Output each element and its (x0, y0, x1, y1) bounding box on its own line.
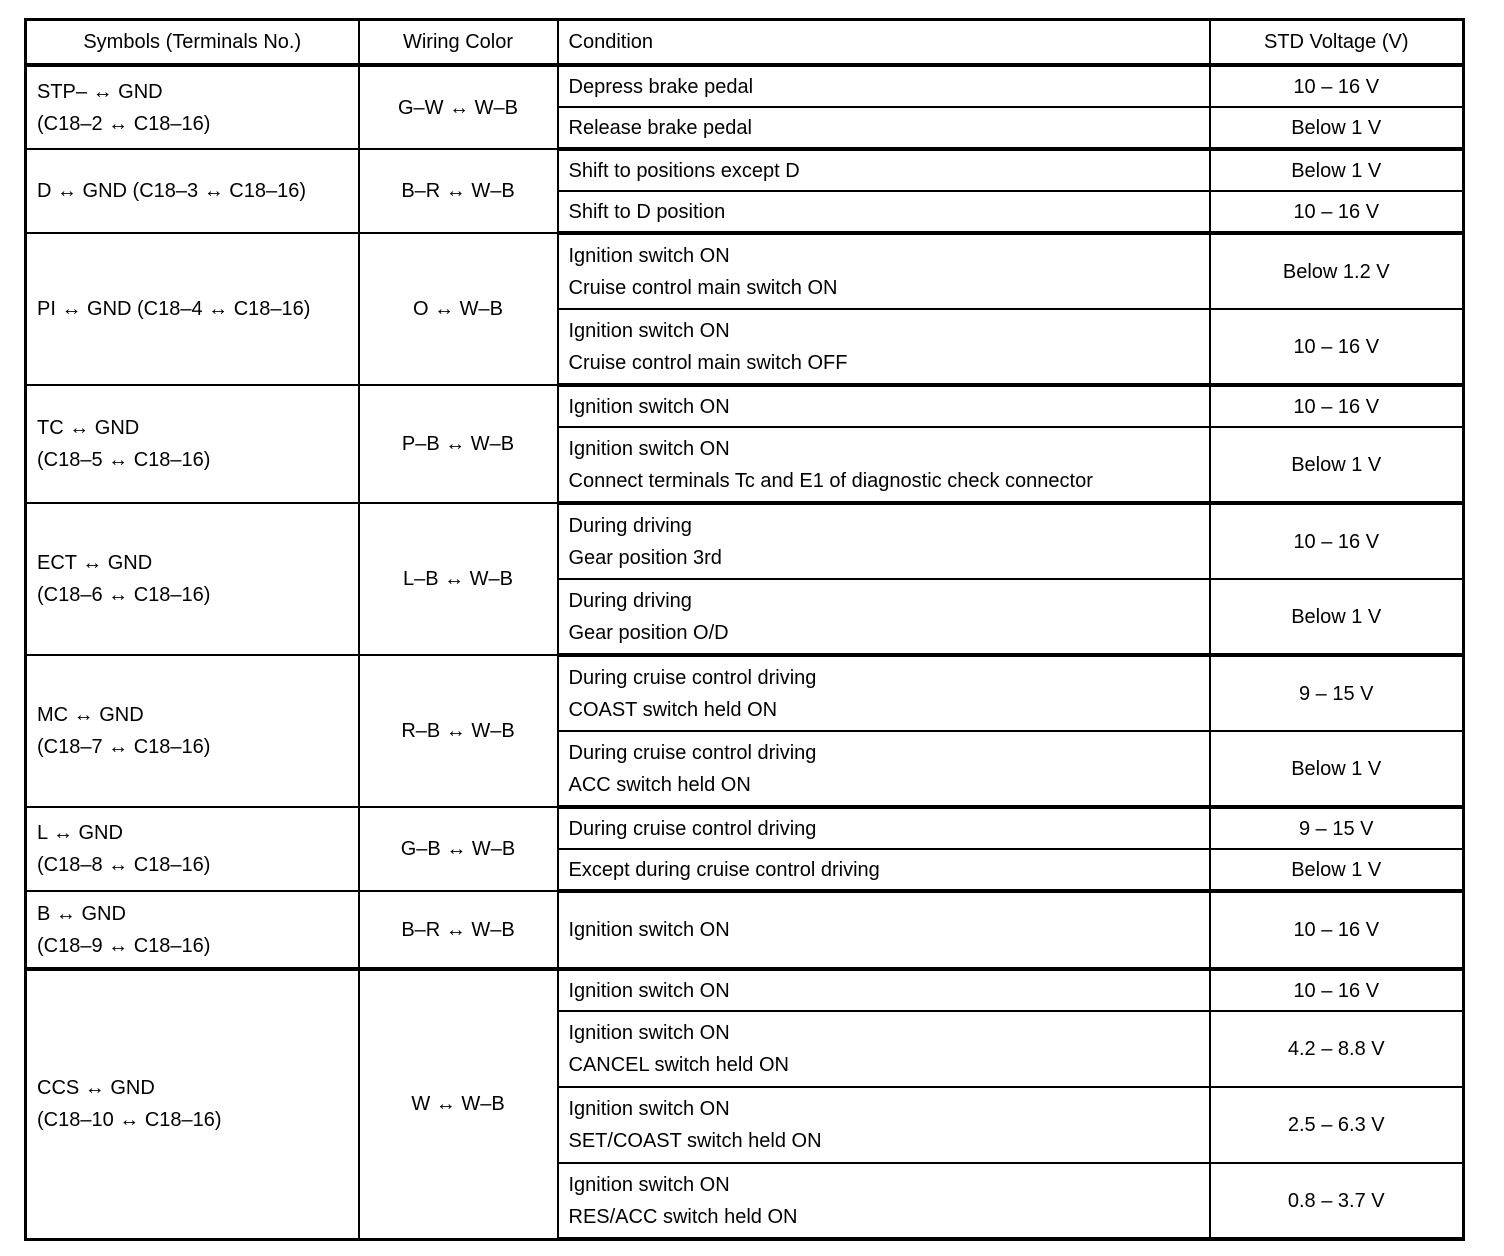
table-row (26, 233, 1464, 309)
terminal-symbol-text: (C18–8 ↔ C18–16) (37, 854, 211, 876)
condition-cell (558, 427, 1210, 503)
condition-text: Release brake pedal (568, 116, 752, 139)
std-voltage-cell: 10 – 16 V (1210, 385, 1464, 427)
terminal-symbol-text: (C18–6 ↔ C18–16) (37, 584, 211, 606)
condition-text: Connect terminals Tc and E1 of diagnostic check connector (568, 469, 1093, 492)
wiring-color-cell: B–R ↔ W–B (359, 891, 558, 969)
std-voltage-cell: 10 – 16 V (1210, 891, 1464, 969)
condition-cell (558, 233, 1210, 309)
terminal-symbol-text: TC ↔ GND (37, 417, 140, 439)
terminal-symbol-text: ECT ↔ GND (37, 552, 153, 574)
condition-text: Except during cruise control driving (568, 858, 880, 881)
wiring-color-cell: G–B ↔ W–B (359, 807, 558, 891)
terminal-symbol-cell (26, 807, 359, 891)
terminal-symbol-cell (26, 385, 359, 503)
condition-text: Gear position 3rd (568, 546, 722, 569)
condition-text: RES/ACC switch held ON (568, 1205, 798, 1228)
condition-text: Ignition switch ON (568, 244, 730, 267)
header-symbols: Symbols (Terminals No.) (26, 20, 359, 66)
terminal-symbol-text: PI ↔ GND (C18–4 ↔ C18–16) (37, 298, 311, 320)
std-voltage-cell: 10 – 16 V (1210, 309, 1464, 385)
condition-text: ACC switch held ON (568, 773, 751, 796)
std-voltage-cell: Below 1.2 V (1210, 233, 1464, 309)
header-condition: Condition (558, 20, 1210, 66)
condition-text: Ignition switch ON (568, 1022, 730, 1044)
terminal-symbol-text: (C18–7 ↔ C18–16) (37, 736, 211, 758)
std-voltage-cell: Below 1 V (1210, 579, 1464, 655)
wiring-color-cell: G–W ↔ W–B (359, 65, 558, 149)
std-voltage-cell: 9 – 15 V (1210, 655, 1464, 731)
terminal-symbol-text: (C18–10 ↔ C18–16) (37, 1109, 222, 1132)
condition-cell (558, 849, 1210, 891)
wiring-color-cell: O ↔ W–B (359, 233, 558, 385)
condition-cell (558, 503, 1210, 579)
std-voltage-cell: Below 1 V (1210, 107, 1464, 149)
terminal-symbol-text: L ↔ GND (37, 822, 123, 844)
header-wiring-color: Wiring Color (359, 20, 558, 66)
wiring-color-cell: R–B ↔ W–B (359, 655, 558, 807)
condition-cell (558, 969, 1210, 1011)
table-row (26, 149, 1464, 191)
header-row (26, 20, 1464, 66)
condition-text: Ignition switch ON (568, 979, 730, 1002)
condition-text: SET/COAST switch held ON (568, 1130, 822, 1152)
condition-cell (558, 1087, 1210, 1163)
condition-text: Shift to D position (568, 200, 726, 223)
terminal-symbol-text: CCS ↔ GND (37, 1077, 155, 1100)
table-row (26, 891, 1464, 969)
condition-cell (558, 1011, 1210, 1087)
condition-text: COAST switch held ON (568, 698, 778, 721)
condition-text: During cruise control driving (568, 741, 817, 764)
condition-text: Cruise control main switch OFF (568, 351, 848, 374)
condition-cell (558, 65, 1210, 107)
table-row (26, 65, 1464, 107)
std-voltage-cell: 10 – 16 V (1210, 969, 1464, 1011)
terminal-symbol-text: (C18–2 ↔ C18–16) (37, 112, 211, 135)
std-voltage-cell: 2.5 – 6.3 V (1210, 1087, 1464, 1163)
condition-text: Depress brake pedal (568, 75, 754, 98)
table-row (26, 969, 1464, 1011)
wiring-color-cell: P–B ↔ W–B (359, 385, 558, 503)
terminal-symbol-text: MC ↔ GND (37, 704, 144, 726)
condition-text: Ignition switch ON (568, 437, 730, 460)
condition-text: Ignition switch ON (568, 319, 730, 342)
condition-cell (558, 149, 1210, 191)
terminal-symbol-cell (26, 503, 359, 655)
condition-cell (558, 655, 1210, 731)
terminal-voltage-table (24, 18, 1465, 1241)
table-row (26, 655, 1464, 731)
terminal-symbol-cell (26, 891, 359, 969)
condition-cell (558, 107, 1210, 149)
std-voltage-cell: 0.8 – 3.7 V (1210, 1163, 1464, 1239)
std-voltage-cell: Below 1 V (1210, 149, 1464, 191)
terminal-symbol-text: (C18–5 ↔ C18–16) (37, 449, 211, 471)
terminal-symbol-cell (26, 149, 359, 233)
terminal-symbol-text: B ↔ GND (37, 902, 126, 925)
terminal-symbol-text: D ↔ GND (C18–3 ↔ C18–16) (37, 180, 306, 202)
terminal-symbol-cell (26, 655, 359, 807)
std-voltage-cell: 4.2 – 8.8 V (1210, 1011, 1464, 1087)
condition-text: Cruise control main switch ON (568, 276, 838, 299)
condition-text: During driving (568, 589, 692, 612)
condition-cell (558, 579, 1210, 655)
condition-text: During cruise control driving (568, 666, 817, 689)
condition-text: CANCEL switch held ON (568, 1054, 789, 1076)
table-body (26, 65, 1464, 1239)
condition-text: During cruise control driving (568, 817, 817, 840)
wiring-color-cell: W ↔ W–B (359, 969, 558, 1239)
wiring-color-cell: B–R ↔ W–B (359, 149, 558, 233)
condition-text: During driving (568, 514, 692, 537)
condition-cell (558, 891, 1210, 969)
condition-text: Ignition switch ON (568, 1173, 730, 1196)
table-row (26, 807, 1464, 849)
condition-cell (558, 807, 1210, 849)
std-voltage-cell: Below 1 V (1210, 849, 1464, 891)
condition-cell (558, 1163, 1210, 1239)
condition-cell (558, 385, 1210, 427)
terminal-symbol-text: STP– ↔ GND (37, 80, 163, 103)
std-voltage-cell: 10 – 16 V (1210, 65, 1464, 107)
table-row (26, 503, 1464, 579)
condition-text: Ignition switch ON (568, 919, 730, 941)
std-voltage-cell: Below 1 V (1210, 427, 1464, 503)
std-voltage-cell: 10 – 16 V (1210, 191, 1464, 233)
header-std-voltage: STD Voltage (V) (1210, 20, 1464, 66)
terminal-symbol-text: (C18–9 ↔ C18–16) (37, 934, 211, 957)
table-row (26, 385, 1464, 427)
std-voltage-cell: 10 – 16 V (1210, 503, 1464, 579)
std-voltage-cell: 9 – 15 V (1210, 807, 1464, 849)
condition-text: Ignition switch ON (568, 1098, 730, 1120)
condition-cell (558, 309, 1210, 385)
wiring-color-cell: L–B ↔ W–B (359, 503, 558, 655)
condition-cell (558, 731, 1210, 807)
condition-text: Shift to positions except D (568, 159, 800, 182)
spec-sheet (24, 18, 1462, 1241)
terminal-symbol-cell (26, 969, 359, 1239)
condition-text: Ignition switch ON (568, 395, 730, 418)
terminal-symbol-cell (26, 233, 359, 385)
condition-cell (558, 191, 1210, 233)
terminal-symbol-cell (26, 65, 359, 149)
condition-text: Gear position O/D (568, 621, 729, 644)
std-voltage-cell: Below 1 V (1210, 731, 1464, 807)
